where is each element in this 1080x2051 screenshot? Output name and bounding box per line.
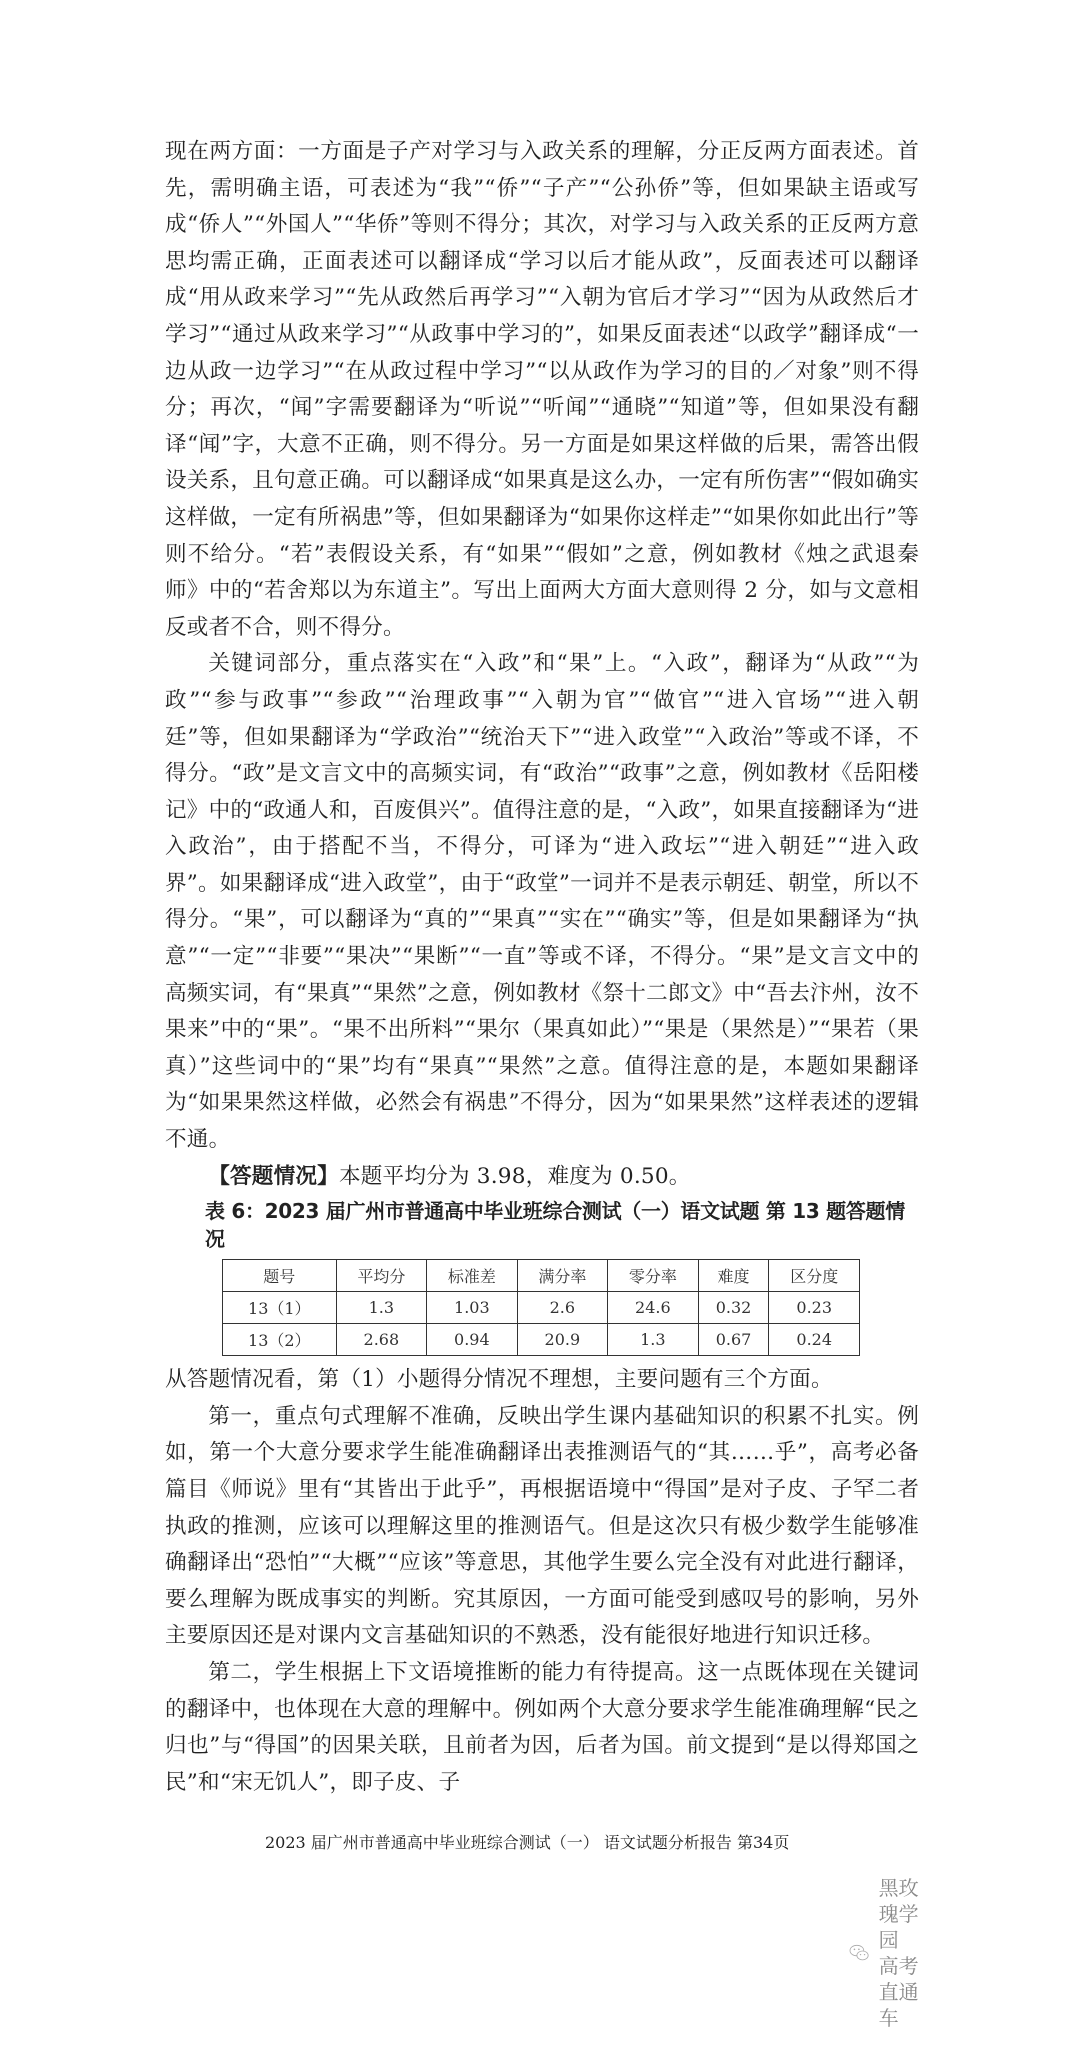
watermark-text-a: 黑玫瑰学园 — [878, 1876, 919, 1953]
paragraph-text: 第一，重点句式理解不准确，反映出学生课内基础知识的积累不扎实。例如，第一个大意分要求学生能准确翻译出表推测语气的“其……乎”，高考必备篇目《师说》里有“其皆出于此乎”，再根据语境中“得国”是对子皮、子罕二者执政的推测，应该可以理解这里的推测语气。但是这次只有极少数学生能够准确翻译出“恐怕”“大概”“应该”等意思，其他学生要么完全没有对此进行翻译，要么理解为既成事实的判断。究其原因，一方面可能受到感叹号的影响，另外主要原因还是对课内文言基础知识的不熟悉，没有能很好地进行知识迁移。 — [165, 1403, 919, 1649]
table-cell: 0.67 — [698, 1324, 769, 1356]
paragraph-translation-meaning — [165, 134, 919, 646]
page-content — [165, 0, 919, 2031]
watermark-text-b: 高考直通车 — [878, 1954, 919, 2031]
table-row — [223, 1324, 860, 1356]
stats-table — [222, 1259, 860, 1356]
table-cell: 1.3 — [608, 1324, 699, 1356]
table-cell: 0.32 — [698, 1292, 769, 1324]
table-cell: 0.94 — [427, 1324, 518, 1356]
table-cell: 13（2） — [223, 1324, 337, 1356]
paragraph-text: 第二，学生根据上下文语境推断的能力有待提高。这一点既体现在关键词的翻译中，也体现在大意的理解中。例如两个大意分要求学生能准确理解“民之归也”与“得国”的因果关联，且前者为因，后者为国。前文提到“是以得郑国之民”和“宋无饥人”，即子皮、子 — [165, 1659, 919, 1795]
table-cell: 13（1） — [223, 1292, 337, 1324]
table-cell: 2.6 — [517, 1292, 608, 1324]
page-footer: 2023 届广州市普通高中毕业班综合测试（一） 语文试题分析报告 第34页 — [265, 1833, 790, 1853]
paragraph-text: 现在两方面：一方面是子产对学习与入政关系的理解，分正反两方面表述。首先，需明确主语，可表述为“我”“侨”“子产”“公孙侨”等，但如果缺主语或写成“侨人”“外国人”“华侨”等则不得分；其次，对学习与入政关系的正反两方意思均需正确，正面表述可以翻译成“学习以后才能从政”，反面表述可以翻译成“用从政来学习”“先从政然后再学习”“入朝为官后才学习”“因为从政然后才学习”“通过从政来学习”“从政事中学习的”，如果反面表述“以政学”翻译成“一边从政一边学习”“在从政过程中学习”“以从政作为学习的目的／对象”则不得分；再次，“闻”字需要翻译为“听说”“听闻”“通晓”“知道”等，但如果没有翻译“闻”字，大意不正确，则不得分。另一方面是如果这样做的后果，需答出假设关系，且句意正确。可以翻译成“如果真是这么办，一定有所伤害”“假如确实这样做，一定有所祸患”等，但如果翻译为“如果你这样走”“如果你如此出行”等则不给分。“若”表假设关系，有“如果”“假如”之意，例如教材《烛之武退秦师》中的“若舍郑以为东道主”。写出上面两大方面大意则得 2 分，如与文意相反或者不合，则不得分。 — [165, 139, 919, 640]
table-cell: 2.68 — [336, 1324, 427, 1356]
watermark — [848, 1875, 919, 2031]
table-caption: 表 6：2023 届广州市普通高中毕业班综合测试（一）语文试题 第 13 题答题情况 — [205, 1199, 905, 1252]
wechat-icon — [848, 1929, 871, 1977]
table-cell: 1.03 — [427, 1292, 518, 1324]
paragraph-overview — [165, 1362, 919, 1399]
table-cell: 20.9 — [517, 1324, 608, 1356]
header-cell: 题号 — [223, 1260, 337, 1292]
table-cell: 0.24 — [769, 1324, 860, 1356]
header-cell: 满分率 — [517, 1260, 608, 1292]
header-cell: 难度 — [698, 1260, 769, 1292]
table-header-row — [223, 1260, 860, 1292]
header-cell: 标准差 — [427, 1260, 518, 1292]
table-cell: 1.3 — [336, 1292, 427, 1324]
header-cell: 零分率 — [608, 1260, 699, 1292]
paragraph-text: 关键词部分，重点落实在“入政”和“果”上。“入政”，翻译为“从政”“为政”“参与政事”“参政”“治理政事”“入朝为官”“做官”“进入官场”“进入朝廷”等，但如果翻译为“学政治”“统治天下”“进入政堂”“入政治”等或不译，不得分。“政”是文言文中的高频实词，有“政治”“政事”之意，例如教材《岳阳楼记》中的“政通人和，百废俱兴”。值得注意的是，“入政”，如果直接翻译为“进入政治”，由于搭配不当，不得分，可译为“进入政坛”“进入朝廷”“进入政界”。如果翻译成“进入政堂”，由于“政堂”一词并不是表示朝廷、朝堂，所以不得分。“果”，可以翻译为“真的”“果真”“实在”“确实”等，但是如果翻译为“执意”“一定”“非要”“果决”“果断”“一直”等或不译，不得分。“果”是文言文中的高频实词，有“果真”“果然”之意，例如教材《祭十二郎文》中“吾去汴州，汝不果来”中的“果”。“果不出所料”“果尔（果真如此）”“果是（果然是）”“果若（果真）”这些词中的“果”均有“果真”“果然”之意。值得注意的是，本题如果翻译为“如果果然这样做，必然会有祸患”不得分，因为“如果果然”这样表述的逻辑不通。 — [165, 651, 919, 1153]
table-row — [223, 1292, 860, 1324]
paragraph-text: 从答题情况看，第（1）小题得分情况不理想，主要问题有三个方面。 — [165, 1367, 833, 1393]
header-cell: 区分度 — [769, 1260, 860, 1292]
paragraph-keywords — [165, 646, 919, 1158]
answer-summary — [165, 1159, 919, 1196]
answer-label: 【答题情况】 — [208, 1163, 339, 1189]
header-cell: 平均分 — [336, 1260, 427, 1292]
table-cell: 24.6 — [608, 1292, 699, 1324]
answer-text: 本题平均分为 3.98，难度为 0.50。 — [338, 1163, 691, 1189]
paragraph-second-issue — [165, 1655, 919, 1801]
table-cell: 0.23 — [769, 1292, 860, 1324]
